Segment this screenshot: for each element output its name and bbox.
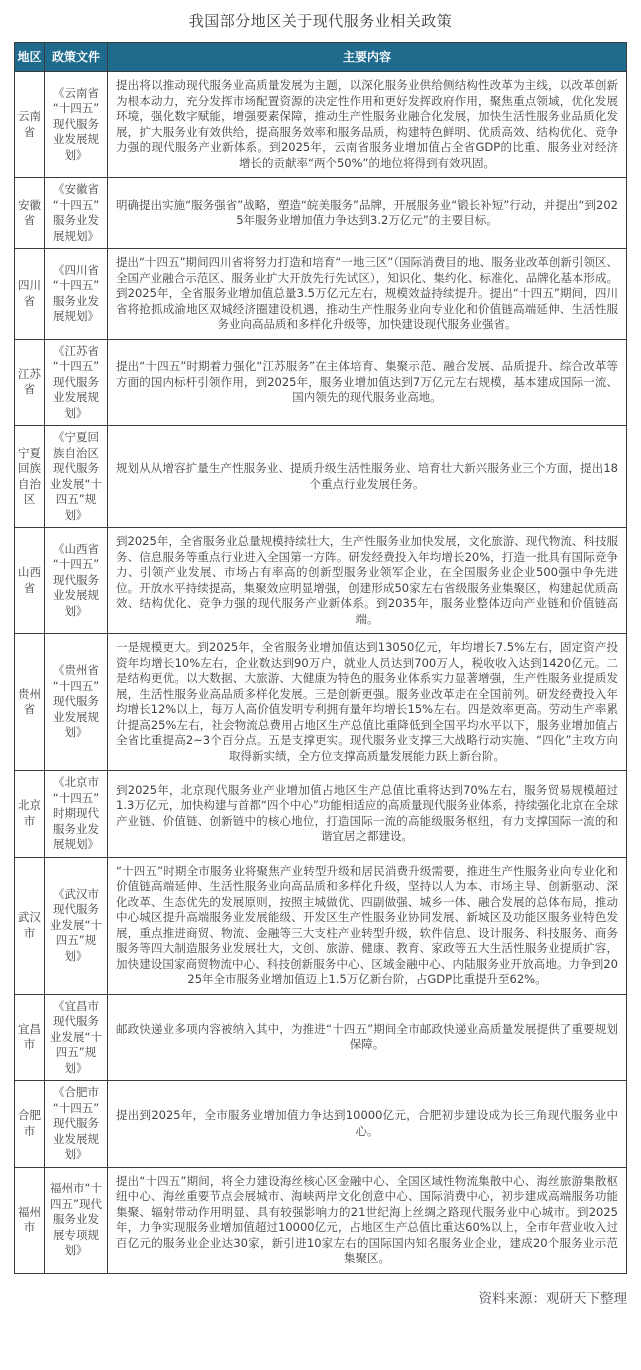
- content-cell: 提出将以推动现代服务业高质量发展为主题，以深化服务业供给侧结构性改革为主线，以改革创新为根本动力，充分发挥市场配置资源的决定性作用和更好发挥政府作用，聚焦重点领域，优化发展环境，强化数字赋能，增强要素保障，推动生产性服务业融合化发展，加快生活性服务业品质化发展，扩大服务业有效供给，提高服务效率和服务品质，构建特色鲜明、优质高效、结构优化、竞争力强的现代服务产业新体系。到2025年，云南省服务业增加值占全省GDP的比重、服务业对经济增长的贡献率“两个50%”的地位将得到有效巩固。: [108, 72, 627, 178]
- content-cell: 提出“十四五”期间，将全力建设海丝核心区金融中心、全国区域性物流集散中心、海丝旅游集散枢纽中心、海丝重要节点会展城市、海峡两岸文化创意中心、国际消费中心，初步建成高端服务功能集聚、辐射带动作用明显、具有较强影响力的21世纪海上丝绸之路现代服务业中心城市。到2025年，力争实现服务业增加值超过10000亿元，占地区生产总值比重达60%以上，全市年营业收入过百亿元的服务业企业达30家，新引进10家左右的国际国内知名服务业企业，建成20个服务业示范集聚区。: [108, 1167, 627, 1273]
- policy-cell: 《云南省“十四五”现代服务业发展规划》: [45, 72, 108, 178]
- content-cell: 明确提出实施“服务强省”战略，塑造“皖美服务”品牌，开展服务业“锻长补短”行动，并提出“到2025年服务业增加值力争达到3.2万亿元”的主要目标。: [108, 178, 627, 249]
- content-cell: 规划从从增容扩量生产性服务业、提质升级生活性服务业、培育壮大新兴服务业三个方面，提出18个重点行业发展任务。: [108, 426, 627, 528]
- content-cell: 提出“十四五”期间四川省将努力打造和培育“一地三区”（国际消费目的地、服务业改革创新引领区、全国产业融合示范区、服务业扩大开放先行先试区），知识化、集约化、标准化、品牌化基本形成。到2025年，全省服务业增加值总量3.5万亿元左右，规模效益持续提升。提出“十四五”期间，四川省将抢抓成渝地区双城经济圈建设机遇，推动生产性服务业向专业化和价值链高端延伸、生活性服务业向高品质和多样化升级等，加快建设现代服务业强省。: [108, 249, 627, 340]
- table-body: [15, 72, 627, 1274]
- policy-table: [14, 42, 627, 1274]
- policy-cell: 《北京市“十四五”时期现代服务业发展规划》: [45, 771, 108, 858]
- region-cell: 北京市: [15, 771, 45, 858]
- policy-cell: 《武汉市现代服务业发展“十四五”规划》: [45, 857, 108, 994]
- page-title: 我国部分地区关于现代服务业相关政策: [188, 12, 453, 30]
- source-note: 资料来源：观研天下整理: [478, 1290, 627, 1307]
- content-cell: 提出“十四五”时期着力强化“江苏服务”在主体培育、集聚示范、融合发展、品质提升、综合改革等方面的国内标杆引领作用，到2025年，服务业增加值达到7万亿元左右规模，基本建成国际一流、国内领先的现代服务业高地。: [108, 339, 627, 426]
- content-cell: “十四五”时期全市服务业将聚焦产业转型升级和居民消费升级需要，推进生产性服务业向专业化和价值链高端延伸、生活性服务业向高品质和多样化升级，坚持以人为本、市场主导、创新驱动、深化改革、生态优先的发展原则，按照主城做优、四副做强、城乡一体、融合发展的总体布局，推动中心城区提升高端服务业发展能级、开发区生产性服务业协同发展、新城区及功能区服务业特色发展，重点推进商贸、物流、金融等三大支柱产业转型升级，软件信息、设计服务、科技服务、商务服务等四大制造服务业发展壮大，文创、旅游、健康、教育、家政等五大生活性服务业提质扩容，加快建设国家商贸物流中心、科技创新服务中心、区域金融中心、内陆服务业开放高地。力争到2025年全市服务业增加值迈上1.5万亿新台阶，占GDP比重提升至62%。: [108, 857, 627, 994]
- table-row: [15, 1081, 627, 1168]
- region-cell: 合肥市: [15, 1081, 45, 1168]
- content-cell: 一是规模更大。到2025年，全省服务业增加值达到13050亿元，年均增长7.5%左右，固定资产投资年均增长10%左右，企业数达到90万户，就业人员达到700万人，税收收入达到1420亿元。二是结构更优。以大数据、大旅游、大健康为特色的服务业体系实力显著增强，生产性服务业提质发展，生活性服务业高品质多样化发展。三是创新更强。服务业改革走在全国前列。研发经费投入年均增长12%以上，每万人高价值发明专利拥有量年均增长15%左右。四是效率更高。劳动生产率累计提高25%左右，社会物流总费用占地区生产总值比重降低到全国平均水平以下，服务业增加值占全省比重提高2~3个百分点。五是支撑更实。现代服务业支撑三大战略行动实施、“四化”主攻方向取得新实绩，全方位支撑高质量发展能力跃上新台阶。: [108, 634, 627, 771]
- column-header-region: 地区: [15, 43, 45, 72]
- policy-cell: 《宁夏回族自治区现代服务业发展“十四五”规划》: [45, 426, 108, 528]
- region-cell: 宜昌市: [15, 994, 45, 1081]
- policy-cell: 《山西省“十四五”现代服务业发展规划》: [45, 528, 108, 634]
- content-cell: 到2025年，北京现代服务业产业增加值占地区生产总值比重将达到70%左右，服务贸易规模超过1.3万亿元，加快构建与首都“四个中心”功能相适应的高质量现代服务业体系，持续强化北京在全球产业链、价值链、创新链中的核心地位，打造国际一流的高能级服务枢纽，有力支撑国际一流的和谐宜居之都建设。: [108, 771, 627, 858]
- table-header: [15, 43, 627, 72]
- table-row: [15, 426, 627, 528]
- region-cell: 福州市: [15, 1167, 45, 1273]
- region-cell: 江苏省: [15, 339, 45, 426]
- table-row: [15, 339, 627, 426]
- content-cell: 到2025年，全省服务业总量规模持续壮大，生产性服务业加快发展，文化旅游、现代物流、科技服务、信息服务等重点行业进入全国第一方阵。研发经费投入年均增长20%，打造一批具有国际竞争力、引领产业发展、市场占有率高的创新型服务业领军企业，在全国服务业企业500强中争先进位。开放水平持续提高，集聚效应明显增强，创建形成50家左右省级服务业集聚区，构建起优质高效、结构优化、竞争力强的现代服务产业新体系。到2035年，服务业整体迈向产业链和价值链高端。: [108, 528, 627, 634]
- region-cell: 宁夏回族自治区: [15, 426, 45, 528]
- policy-cell: 福州市“十四五”现代服务业发展专项规划》: [45, 1167, 108, 1273]
- policy-cell: 《宜昌市现代服务业发展“十四五”规划》: [45, 994, 108, 1081]
- policy-cell: 《江苏省“十四五”现代服务业发展规划》: [45, 339, 108, 426]
- table-row: [15, 249, 627, 340]
- table-row: [15, 771, 627, 858]
- region-cell: 贵州省: [15, 634, 45, 771]
- header-row: [15, 43, 627, 72]
- table-row: [15, 528, 627, 634]
- table-row: [15, 994, 627, 1081]
- column-header-content: 主要内容: [108, 43, 627, 72]
- column-header-policy: 政策文件: [45, 43, 108, 72]
- content-cell: 提出到2025年，全市服务业增加值力争达到10000亿元，合肥初步建设成为长三角现代服务业中心。: [108, 1081, 627, 1168]
- policy-cell: 《贵州省“十四五”现代服务业发展规划》: [45, 634, 108, 771]
- policy-cell: 《安徽省“十四五”服务业发展规划》: [45, 178, 108, 249]
- content-cell: 邮政快递业多项内容被纳入其中，为推进“十四五”期间全市邮政快递业高质量发展提供了重要规划保障。: [108, 994, 627, 1081]
- table-row: [15, 178, 627, 249]
- region-cell: 山西省: [15, 528, 45, 634]
- policy-cell: 《合肥市“十四五”现代服务业发展规划》: [45, 1081, 108, 1168]
- region-cell: 四川省: [15, 249, 45, 340]
- policy-cell: 《四川省“十四五”服务业发展规划》: [45, 249, 108, 340]
- region-cell: 武汉市: [15, 857, 45, 994]
- table-row: [15, 857, 627, 994]
- region-cell: 云南省: [15, 72, 45, 178]
- table-row: [15, 1167, 627, 1273]
- table-row: [15, 72, 627, 178]
- region-cell: 安徽省: [15, 178, 45, 249]
- table-row: [15, 634, 627, 771]
